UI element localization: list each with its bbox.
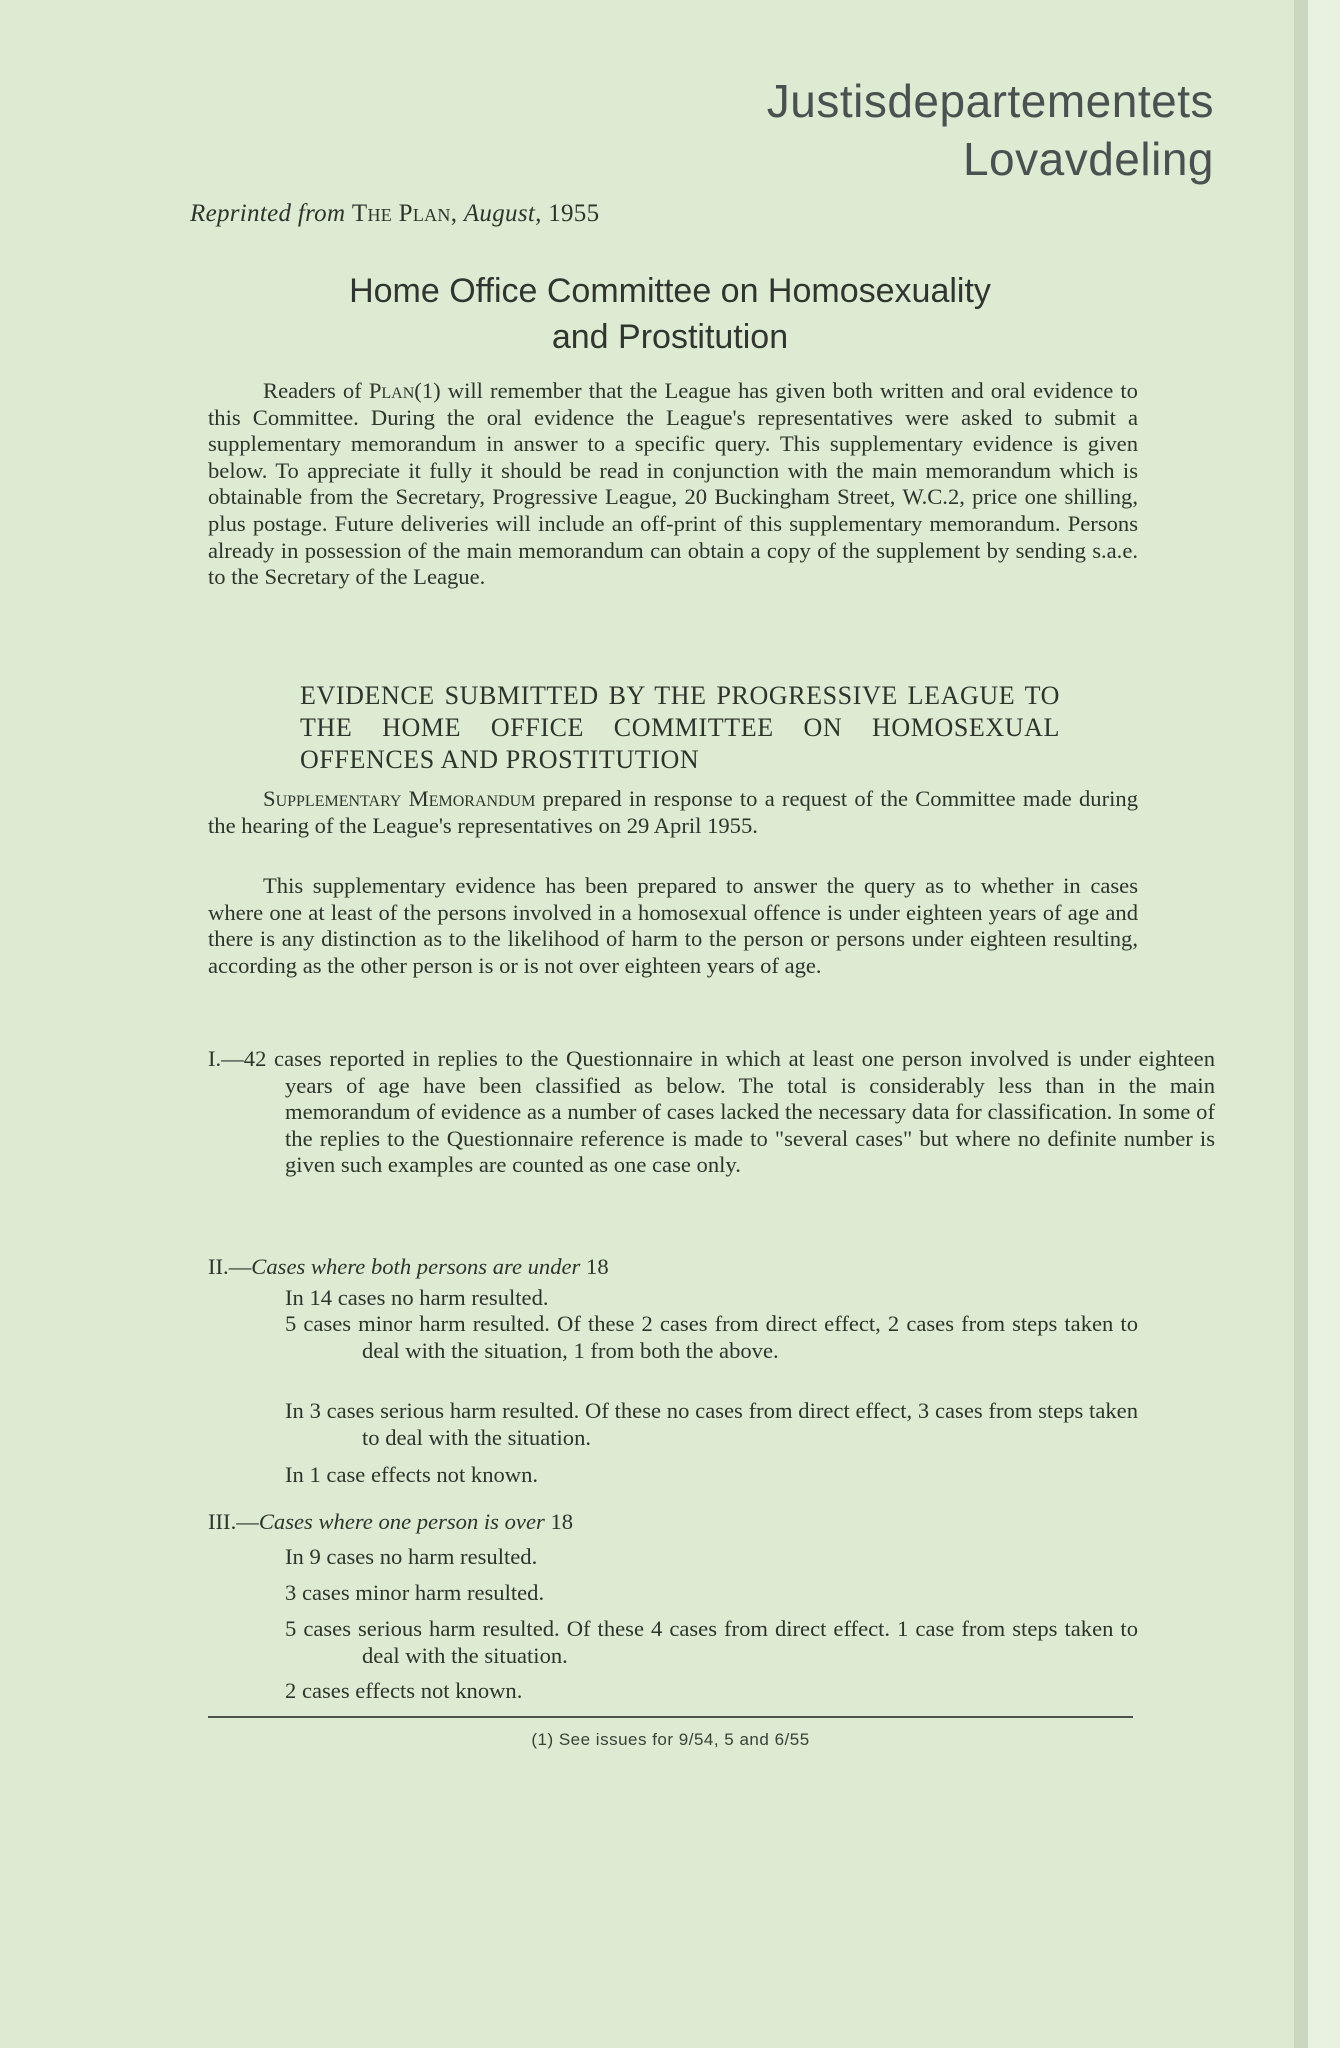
section-3-item: 3 cases minor harm resulted. <box>285 1580 545 1605</box>
section-3-item: 5 cases serious harm resulted. Of these 4 cases from direct effect. 1 case from steps taken to deal with the situation. <box>285 1616 1138 1668</box>
section-2-item: 5 cases minor harm resulted. Of these 2 cases from direct effect, 2 cases from steps taken to deal with the situation, 1 from both the above. <box>285 1311 1138 1363</box>
section-3-num: III.— <box>208 1509 259 1534</box>
section-3-title: Cases where one person is over <box>258 1509 545 1534</box>
supplementary-label: Supplementary Memorandum <box>263 786 536 811</box>
title-line-2: and Prostitution <box>551 318 789 356</box>
section-3-item: In 9 cases no harm resulted. <box>285 1544 538 1569</box>
section-1-num: I.— <box>208 1046 244 1071</box>
section-1 <box>208 1046 1215 1179</box>
intro-lead: Readers of <box>263 378 362 403</box>
intro-plan: Plan <box>368 378 415 403</box>
stamp-line-1: Justisdepartementets <box>766 75 1214 127</box>
intro-paragraph <box>208 378 1138 591</box>
supplementary-paragraph <box>208 786 1138 839</box>
supplementary-text: prepared in response to a request of the Committee made during the hearing of the League's representatives on 29 April 1955. <box>208 786 1138 838</box>
department-stamp <box>767 72 1214 188</box>
section-1-text: 42 cases reported in replies to the Questionnaire in which at least one person involved is under eighteen years of age have been classified as below. The total is considerably less than in the main memorandum of evidence as a number of cases lacked the necessary data for classification. In some of the replies to the Questionnaire reference is made to "several cases" but where no definite number is given such examples are counted as one case only. <box>243 1046 1215 1178</box>
reprint-month: August, <box>463 200 542 227</box>
section-2-heading <box>208 1254 1138 1281</box>
query-paragraph: This supplementary evidence has been prepared to answer the query as to whether in cases where one at least of the persons involved in a homosexual offence is under eighteen years of age and there is any distinction as to the likelihood of harm to the person or persons under eighteen resulting, according as the other person is or is not over eighteen years of age. <box>208 873 1138 978</box>
publication-name: The Plan, <box>351 200 458 227</box>
reprint-year: 1955 <box>548 200 600 227</box>
footnote-rule <box>208 1716 1133 1718</box>
section-3-age: 18 <box>550 1509 574 1534</box>
section-3-item: 2 cases effects not known. <box>285 1678 523 1703</box>
section-3-heading <box>208 1509 1138 1536</box>
section-2-num: II.— <box>208 1254 252 1279</box>
footnote: (1) See issues for 9/54, 5 and 6/55 <box>531 1730 810 1749</box>
section-2-item: In 14 cases no harm resulted. <box>285 1285 549 1310</box>
section-2-item: In 3 cases serious harm resulted. Of these no cases from direct effect, 3 cases from steps taken to deal with the situation. <box>285 1398 1138 1450</box>
evidence-heading: EVIDENCE SUBMITTED BY THE PROGRESSIVE LEAGUE TO THE HOME OFFICE COMMITTEE ON HOMOSEXUAL OFFENCES AND PROSTITUTION <box>300 681 1060 774</box>
reprint-prefix: Reprinted from <box>190 200 346 227</box>
page-title <box>210 268 1130 360</box>
footnote-ref: (1) <box>414 378 441 403</box>
stamp-line-2: Lovavdeling <box>962 133 1214 185</box>
section-2-item: In 1 case effects not known. <box>285 1462 539 1487</box>
title-line-1: Home Office Committee on Homosexuality <box>349 272 991 310</box>
section-2-title: Cases where both persons are under <box>251 1254 581 1279</box>
reprint-line <box>190 200 599 228</box>
intro-text: will remember that the League has given both written and oral evidence to this Committee. During the oral evidence the League's representatives were asked to submit a supplementary memorandum in answer to a specific query. This supplementary evidence is given below. To appreciate it fully it should be read in conjunction with the main memorandum which is obtainable from the Secretary, Progressive League, 20 Buckingham Street, W.C.2, price one shilling, plus postage. Future deliveries will include an off-print of this supplementary memorandum. Persons already in possession of the main memorandum can obtain a copy of the supplement by sending s.a.e. to the Secretary of the League. <box>208 378 1138 590</box>
section-2-age: 18 <box>586 1254 609 1279</box>
